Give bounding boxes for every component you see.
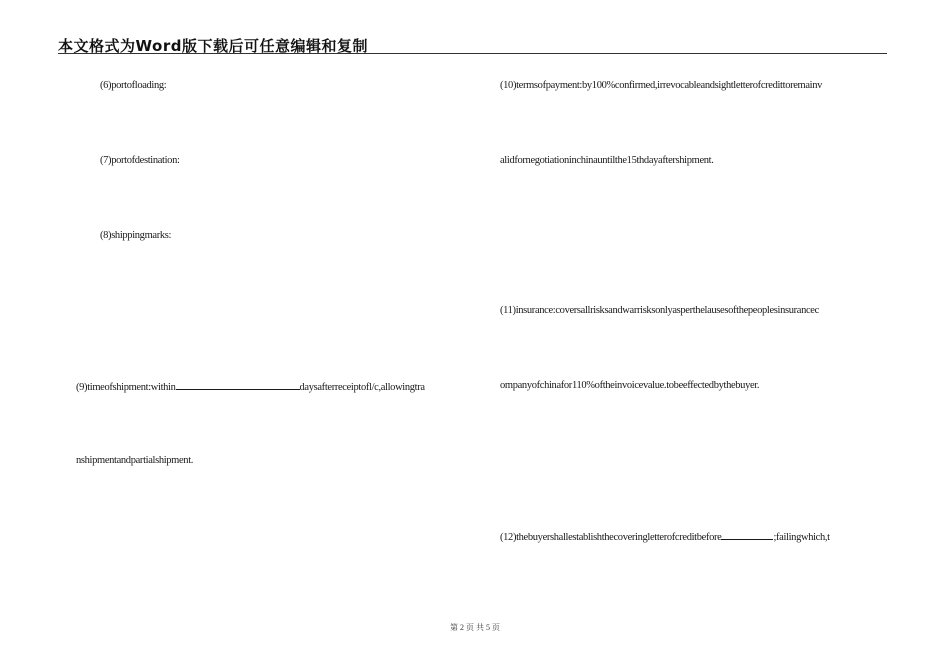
insurance-continuation: ompanyofchinafor110%oftheinvoicevalue.tobeeffectedbythebuyer. — [500, 380, 760, 391]
page-number-footer: 第 2 页 共 5 页 — [450, 623, 500, 632]
terms-of-payment-line: (10)termsofpayment:by100%confirmed,irrevocableandsightletterofcredittoremainv — [500, 80, 823, 91]
port-of-loading-line: (6)portofloading: — [100, 80, 167, 91]
header-divider — [58, 53, 887, 54]
shipping-marks-line: (8)shippingmarks: — [100, 230, 172, 241]
document-header-title: 本文格式为Word版下载后可任意编辑和复制 — [58, 37, 368, 55]
letter-of-credit-line — [500, 530, 830, 543]
time-of-shipment-line — [76, 380, 425, 393]
shipment-days-blank — [176, 380, 300, 390]
time-of-shipment-prefix: (9)timeofshipment:within — [76, 382, 176, 393]
letter-of-credit-suffix: ;failingwhich,t — [773, 532, 830, 543]
letter-of-credit-date-blank — [721, 530, 773, 540]
letter-of-credit-prefix: (12)thebuyershallestablishthecoveringletterofcreditbefore — [500, 532, 722, 543]
port-of-destination-line: (7)portofdestination: — [100, 155, 180, 166]
time-of-shipment-suffix: daysafterreceiptofl/c,allowingtra — [299, 382, 425, 393]
time-of-shipment-continuation: nshipmentandpartialshipment. — [76, 455, 194, 466]
insurance-line: (11)insurance:coversallrisksandwarrisksonlyasperthelausesofthepeoplesinsurancec — [500, 305, 819, 316]
terms-of-payment-continuation: alidfornegotiationinchinauntilthe15thdayaftershipment. — [500, 155, 714, 166]
